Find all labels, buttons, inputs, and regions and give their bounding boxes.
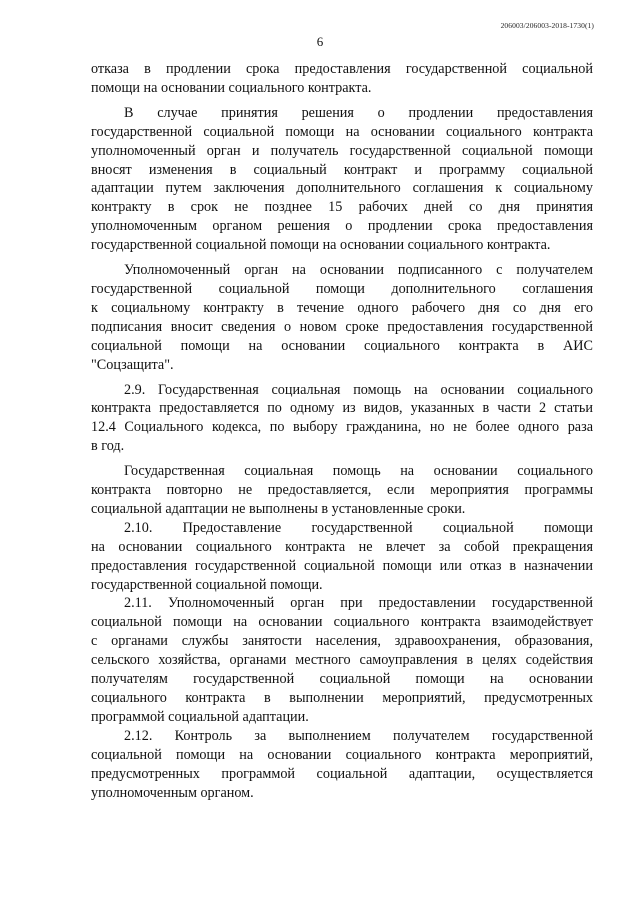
text-line: подписания вносит сведения о новом сроке предоставления государственной xyxy=(91,318,593,335)
text-line: уполномоченный орган и получатель государственной социальной помощи xyxy=(91,142,593,159)
text-line: контракту в срок не позднее 15 рабочих дней со дня принятия xyxy=(91,199,593,216)
text-line: социальной помощи на основании социального контракта взаимодействует xyxy=(91,614,593,631)
text-line: Государственная социальная помощь на основании социального xyxy=(124,463,593,480)
text-line: на основании социального контракта не влечет за собой прекращения xyxy=(91,538,593,555)
text-line: государственной социальной помощи на основании социального контракта. xyxy=(91,237,551,254)
text-line: 12.4 Социального кодекса, по выбору гражданина, но не более одного раза xyxy=(91,419,593,436)
text-line: В случае принятия решения о продлении предоставления xyxy=(124,104,593,121)
text-line: получателям государственной социальной помощи на основании xyxy=(91,671,593,688)
text-line: сельского хозяйства, органами местного самоуправления в целях содействия xyxy=(91,652,593,669)
text-line: государственной социальной помощи на основании социального контракта xyxy=(91,123,593,140)
paragraph-5 xyxy=(91,462,593,519)
text-line: социального контракта в выполнении мероприятий, предусмотренных xyxy=(91,690,593,706)
text-line: предоставления государственной социальной помощи или отказ в назначении xyxy=(91,557,593,574)
page-number: 6 xyxy=(316,34,324,49)
text-line: социальной помощи на основании социального контракта мероприятий, xyxy=(91,746,593,763)
text-line: 2.12. Контроль за выполнением получателем государственной xyxy=(124,727,593,744)
text-line: с органами службы занятости населения, здравоохранения, образования, xyxy=(91,633,593,650)
text-line: программой социальной адаптации. xyxy=(91,708,309,725)
text-line: предусмотренных программой социальной адаптации, осуществляется xyxy=(91,765,593,782)
text-line: государственной социальной помощи дополнительного соглашения xyxy=(91,280,593,297)
paragraph-4 xyxy=(91,381,593,457)
text-line: к социальному контракту в течение одного рабочего дня со дня его xyxy=(91,299,593,316)
text-line: 2.11. Уполномоченный орган при предоставлении государственной xyxy=(124,595,593,612)
text-line: уполномоченным органом. xyxy=(91,784,254,801)
paragraph-6 xyxy=(91,519,593,595)
text-line: социальной помощи на основании социального контракта в АИС xyxy=(91,337,593,354)
text-line: контракта повторно не предоставляется, если мероприятия программы xyxy=(91,482,593,499)
document-body xyxy=(91,60,593,802)
paragraph-8 xyxy=(91,727,593,803)
text-line: социальной адаптации не выполнены в установленные сроки. xyxy=(91,500,466,517)
text-line: помощи на основании социального контракта. xyxy=(91,79,372,96)
text-line: адаптации путем заключения дополнительного соглашения к социальному xyxy=(91,180,593,197)
text-line: государственной социальной помощи. xyxy=(91,576,323,593)
text-line: 2.9. Государственная социальная помощь на основании социального xyxy=(124,381,593,398)
text-line: вносят изменения в социальный контракт и программу социальной xyxy=(91,161,593,178)
paragraph-1 xyxy=(91,60,593,98)
paragraph-3 xyxy=(91,261,593,374)
text-line: контракта предоставляется по одному из видов, указанных в части 2 статьи xyxy=(91,400,593,417)
paragraph-7 xyxy=(91,594,593,726)
text-line: 2.10. Предоставление государственной социальной помощи xyxy=(124,519,593,536)
text-line: в год. xyxy=(91,438,125,455)
text-line: Уполномоченный орган на основании подписанного с получателем xyxy=(124,262,593,279)
paragraph-2 xyxy=(91,104,593,255)
document-code: 206003/206003-2018-1730(1) xyxy=(500,21,594,30)
text-line: "Соцзащита". xyxy=(91,356,174,373)
text-line: уполномоченным органом решения о продлении срока предоставления xyxy=(91,218,593,235)
text-line: отказа в продлении срока предоставления государственной социальной xyxy=(91,61,593,77)
